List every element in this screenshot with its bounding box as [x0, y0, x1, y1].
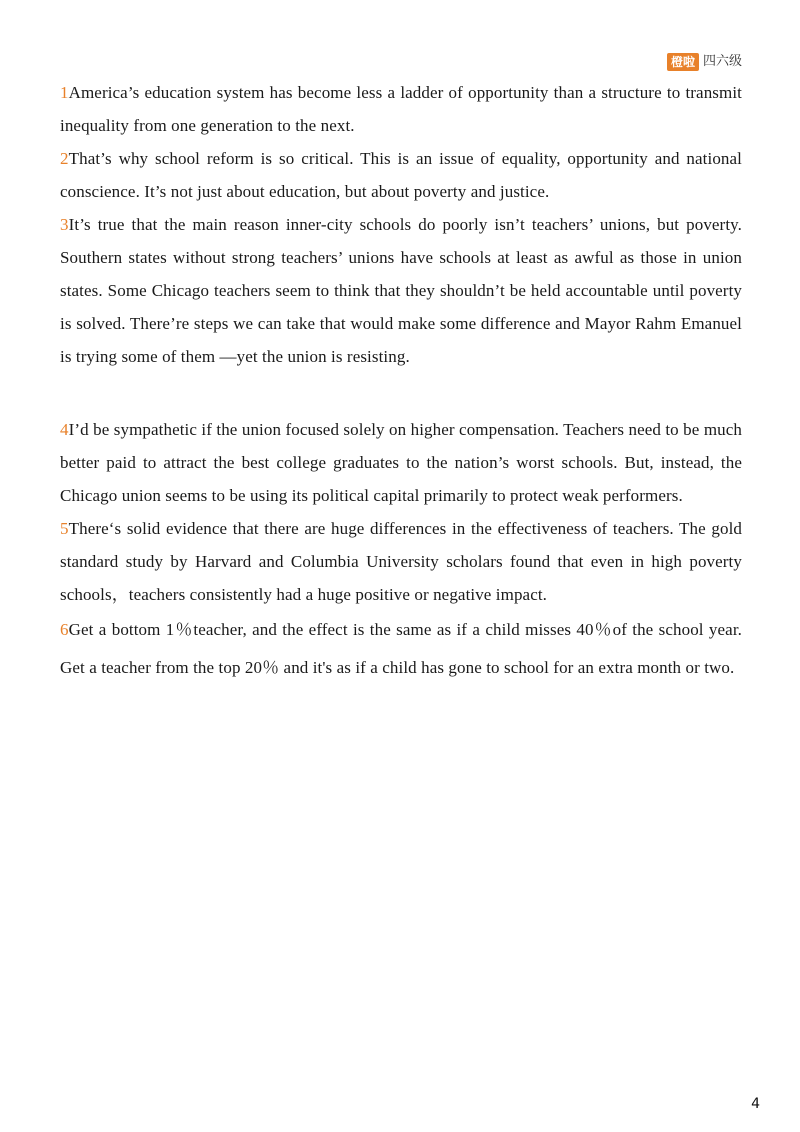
- paragraph-text-continued: need to be much better paid to attract the best college graduates to the nation’s worst schools. But, instead, the Chicago union seems to be using its political capital primarily to protect weak performers.: [60, 420, 742, 505]
- paragraph-number: 6: [60, 620, 69, 639]
- paragraph-number: 5: [60, 519, 69, 538]
- paragraph-number: 3: [60, 215, 69, 234]
- section-gap: [60, 373, 742, 413]
- paragraph-number: 2: [60, 149, 69, 168]
- paragraph-5: [60, 512, 742, 611]
- paragraph-number: 1: [60, 83, 69, 102]
- brand-logo: 橙啦: [667, 53, 699, 71]
- brand-text: 四六级: [702, 54, 742, 69]
- paragraph-text: I’d be sympathetic if the union focused solely on higher compensation. Teachers: [68, 420, 625, 439]
- paragraph-text: There‘s solid evidence that there are huge differences in the effectiveness of teachers. The gold standard study by Harvard and Columbia University scholars found that even in high poverty schools，teachers consistently had a huge positive or negative impact.: [60, 519, 742, 604]
- paragraph-text: America’s education system has become less a ladder of opportunity than a structure to transmit inequality from one generation to the next.: [60, 83, 742, 135]
- paragraph-2: [60, 142, 742, 208]
- article-body: [60, 76, 742, 687]
- paragraph-number: 4: [60, 420, 69, 439]
- paragraph-text: It’s true that the main reason inner-city schools do poorly isn’t teachers’ unions, but poverty. Southern states without strong teachers’ unions have schools at least as awful as those in union states. Some Chicago teachers seem to think that they shouldn’t be held accountable until poverty is solved. There’re steps we can take that would make some difference and Mayor Rahm Emanuel is trying some of them —yet the union is resisting.: [60, 215, 742, 366]
- paragraph-6: [60, 611, 742, 687]
- paragraph-text: Get a bottom 1％teacher, and the effect is the same as if a child misses 40％of the school year. Get a teacher from the top 20％ and it's as if a child has gone to school for an extra month or two.: [60, 620, 742, 677]
- paragraph-4: [60, 413, 742, 512]
- paragraph-3: [60, 208, 742, 373]
- brand-watermark: [667, 53, 742, 71]
- paragraph-text: That’s why school reform is so critical. This is an issue of equality, opportunity and national conscience. It’s not just about education, but about poverty and justice.: [60, 149, 742, 201]
- paragraph-1: [60, 76, 742, 142]
- page-number: 4: [751, 1096, 760, 1112]
